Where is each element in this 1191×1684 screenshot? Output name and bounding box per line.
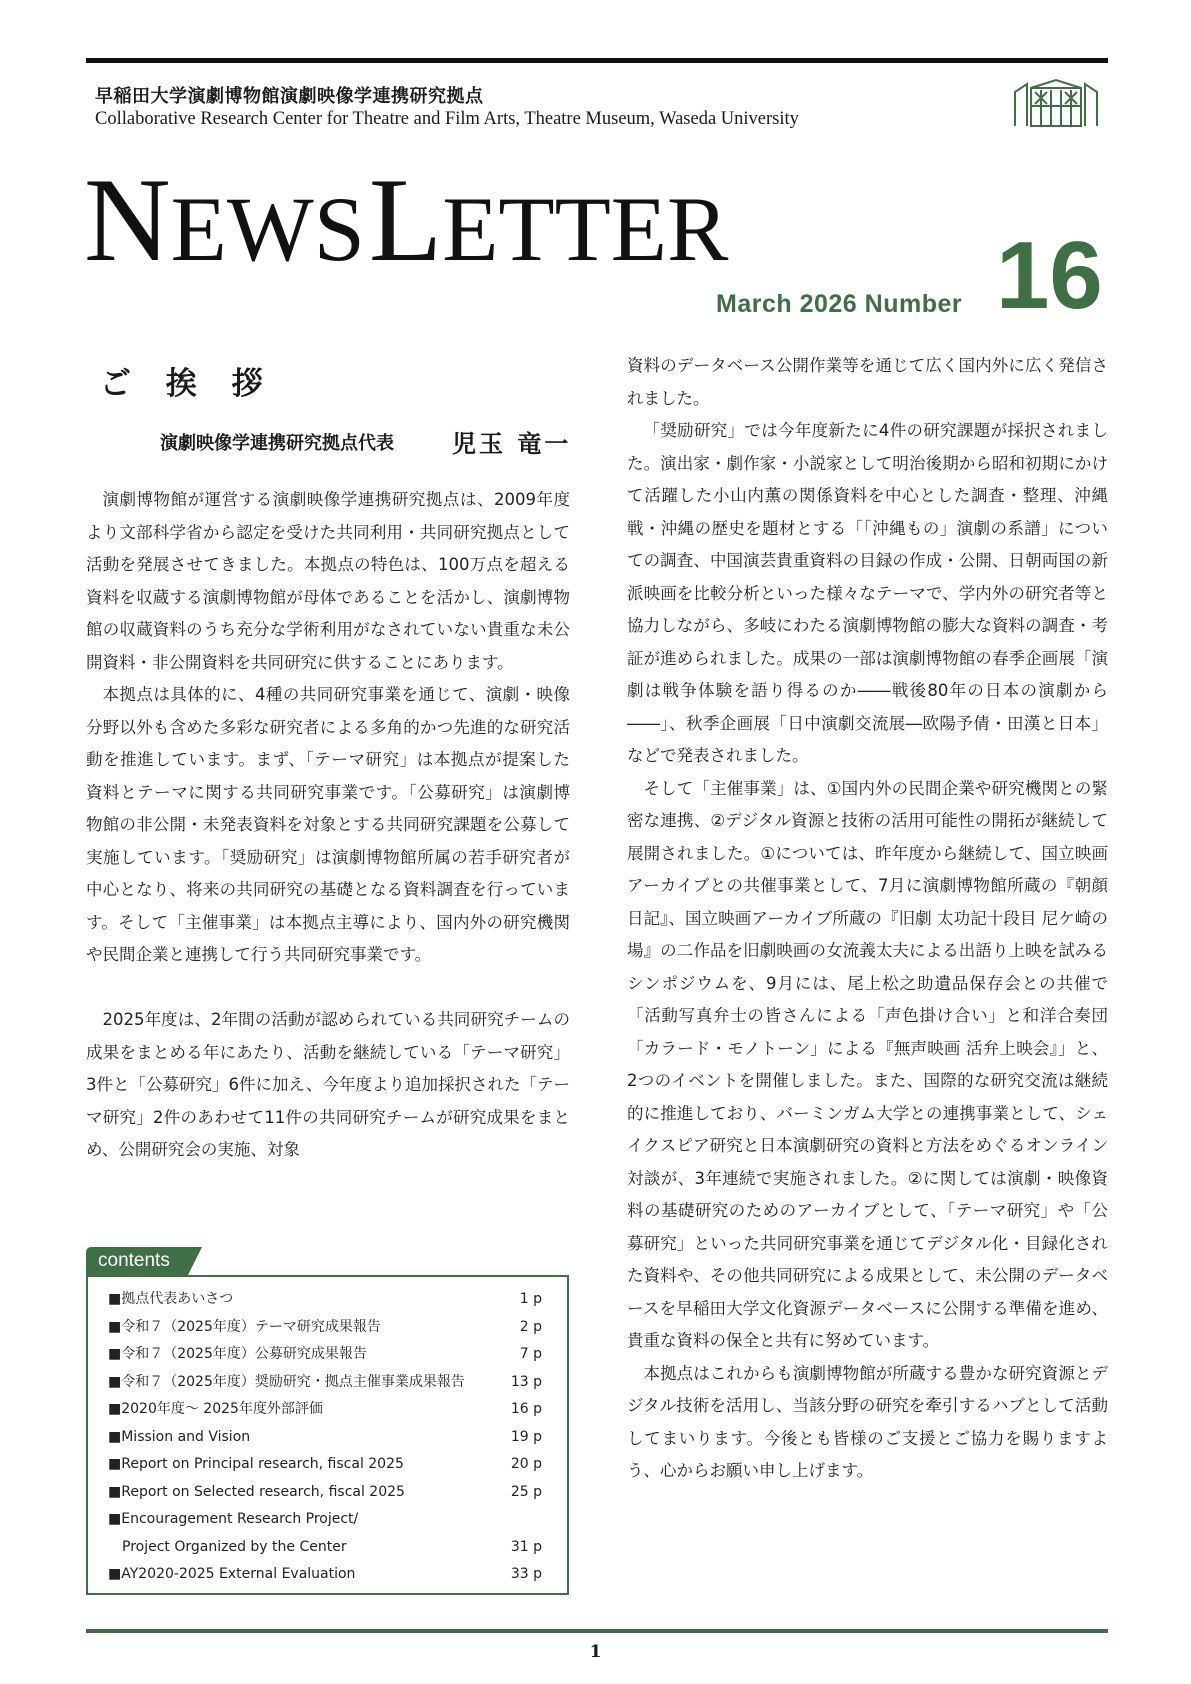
org-name-en: Collaborative Research Center for Theatre and Film Arts, Theatre Museum, Waseda University	[95, 109, 799, 129]
issue-number: 16	[996, 222, 1103, 329]
author-title: 演劇映像学連携研究拠点代表	[160, 433, 394, 454]
page-number: 1	[589, 1642, 602, 1662]
toc-item[interactable]: ■Report on Principal research, fiscal 2025 20 p	[108, 1456, 542, 1472]
paragraph: 資料のデータベース公開作業等を通じて広く国内外に広く発信されました。	[627, 356, 1108, 408]
title-etter: ETTER	[442, 178, 729, 280]
toc-item[interactable]: ■拠点代表あいさつ 1 p	[108, 1291, 542, 1307]
paragraph: そして「主催事業」は、①国内外の民間企業や研究機関との緊密な連携、②デジタル資源と技術の活用可能性の開拓が継続して展開されました。①については、昨年度から継続して、国立映画アーカイブとの共催事業として、7月に演劇博物館所蔵の『朝顔日記』、国立映画アーカイブ所蔵の『旧劇 太功記十段目 尼ケ崎の場』の二作品を旧劇映画の女流義太夫による出語り上映を試みるシンポジウムを、9月には、尾上松之助遺品保存会との共催で「活動写真弁士の皆さんによる「声色掛け合い」と和洋合奏団「カラード・モノトーン」による『無声映画 活弁上映会』」と、2つのイベントを開催しました。また、国際的な研究交流は継続的に推進しており、バーミンガム大学との連携事業として、シェイクスピア研究と日本演劇研究の資料と方法をめぐるオンライン対談が、3年連続で実施されました。②に関しては演劇・映像資料の基礎研究のためのアーカイブとして、「テーマ研究」や「公募研究」といった共同研究事業を通じてデジタル化・目録化された資料や、その他共同研究による成果として、未公開のデータベースを早稲田大学文化資源データベースに公開する準備を進め、貴重な資料の保全と共有に努めています。	[627, 778, 1108, 1350]
museum-building-logo-icon	[1013, 78, 1099, 128]
author-name: 児玉 竜一	[452, 429, 572, 458]
toc-item[interactable]: ■令和７（2025年度）テーマ研究成果報告 2 p	[108, 1318, 542, 1335]
paragraph: 2025年度は、2年間の活動が認められている共同研究チームの成果をまとめる年にあたり、活動を継続している「テーマ研究」3件と「公募研究」6件に加え、今年度より追加採択された「テーマ研究」2件のあわせて11件の共同研究チームが研究成果をまとめ、公開研究会の実施、対象	[86, 1010, 570, 1159]
paragraph: 本拠点はこれからも演劇博物館が所蔵する豊かな研究資源とデジタル技術を活用し、当該分野の研究を牽引するハブとして活動してまいります。今後とも皆様のご支援とご協力を賜りますよう、心からお願い申し上げます。	[627, 1363, 1108, 1480]
contents-tab-tip	[188, 1247, 202, 1275]
toc-item[interactable]: ■AY2020-2025 External Evaluation 33 p	[108, 1566, 542, 1582]
paragraph: 「奨励研究」では今年度新たに4件の研究課題が採択されました。演出家・劇作家・小説家として明治後期から昭和初期にかけて活躍した小山内薫の関係資料を中心とした調査・整理、沖縄戦・沖縄の歴史を題材とする「「沖縄もの」演劇の系譜」についての調査、中国演芸貴重資料の目録の作成・公開、日朝両国の新派映画を比較分析といった様々なテーマで、学内外の研究者等と協力しながら、多岐にわたる演劇博物館の膨大な資料の調査・考証が進められました。成果の一部は演劇博物館の春季企画展「演劇は戦争体験を語り得るのか――戦後80年の日本の演劇から――」、秋季企画展「日中演劇交流展―欧陽予倩・田漢と日本」などで発表されました。	[627, 421, 1109, 765]
toc-item[interactable]: ■2020年度～ 2025年度外部評価 16 p	[108, 1401, 542, 1417]
toc-item[interactable]: ■Mission and Vision 19 p	[108, 1428, 542, 1445]
title-ews: EWS	[170, 178, 365, 280]
toc-item[interactable]: ■令和７（2025年度）公募研究成果報告 7 p	[108, 1346, 542, 1362]
toc-item[interactable]: ■Report on Selected research, fiscal 2025 25 p	[108, 1483, 542, 1500]
contents-label: contents	[86, 1247, 188, 1275]
title-initial-n: N	[84, 153, 171, 286]
toc-item[interactable]: ■令和７（2025年度）奨励研究・拠点主催事業成果報告 13 p	[108, 1373, 542, 1390]
org-name-ja: 早稲田大学演劇博物館演劇映像学連携研究拠点	[95, 86, 484, 107]
paragraph: 演劇博物館が運営する演劇映像学連携研究拠点は、2009年度より文部科学省から認定を受けた共同利用・共同研究拠点として活動を発展させてきました。本拠点の特色は、100万点を超える資料を収蔵する演劇博物館が母体であることを活かし、演劇博物館の収蔵資料のうち充分な学術利用がなされていない貴重な未公開資料・非公開資料を共同研究に供することにあります。	[86, 490, 570, 672]
top-rule	[86, 58, 1108, 63]
toc-item[interactable]: ■Encouragement Research Project/	[108, 1511, 359, 1527]
paragraph: 本拠点は具体的に、4種の共同研究事業を通じて、演劇・映像分野以外も含めた多彩な研究者による多角的かつ先進的な研究活動を推進しています。まず、「テーマ研究」は本拠点が提案した資料とテーマに関する共同研究事業です。「公募研究」は演劇博物館の非公開・未発表資料を対象とする共同研究課題を公募して実施しています。「奨励研究」は演劇博物館所属の若手研究者が中心となり、将来の共同研究の基礎となる資料調査を行っています。そして「主催事業」は本拠点主導により、国内外の研究機関や民間企業と連携して行う共同研究事業です。	[86, 685, 570, 964]
table-of-contents	[108, 1286, 546, 1589]
toc-item[interactable]: Project Organized by the Center 31 p	[122, 1538, 542, 1555]
article-column-left	[86, 484, 570, 1167]
bottom-rule	[86, 1629, 1108, 1633]
section-heading: ご 挨 拶	[100, 366, 275, 402]
article-column-right	[627, 350, 1108, 1488]
issue-date: March 2026 Number	[716, 290, 963, 318]
newsletter-title	[84, 153, 729, 286]
title-initial-l: L	[368, 153, 443, 286]
